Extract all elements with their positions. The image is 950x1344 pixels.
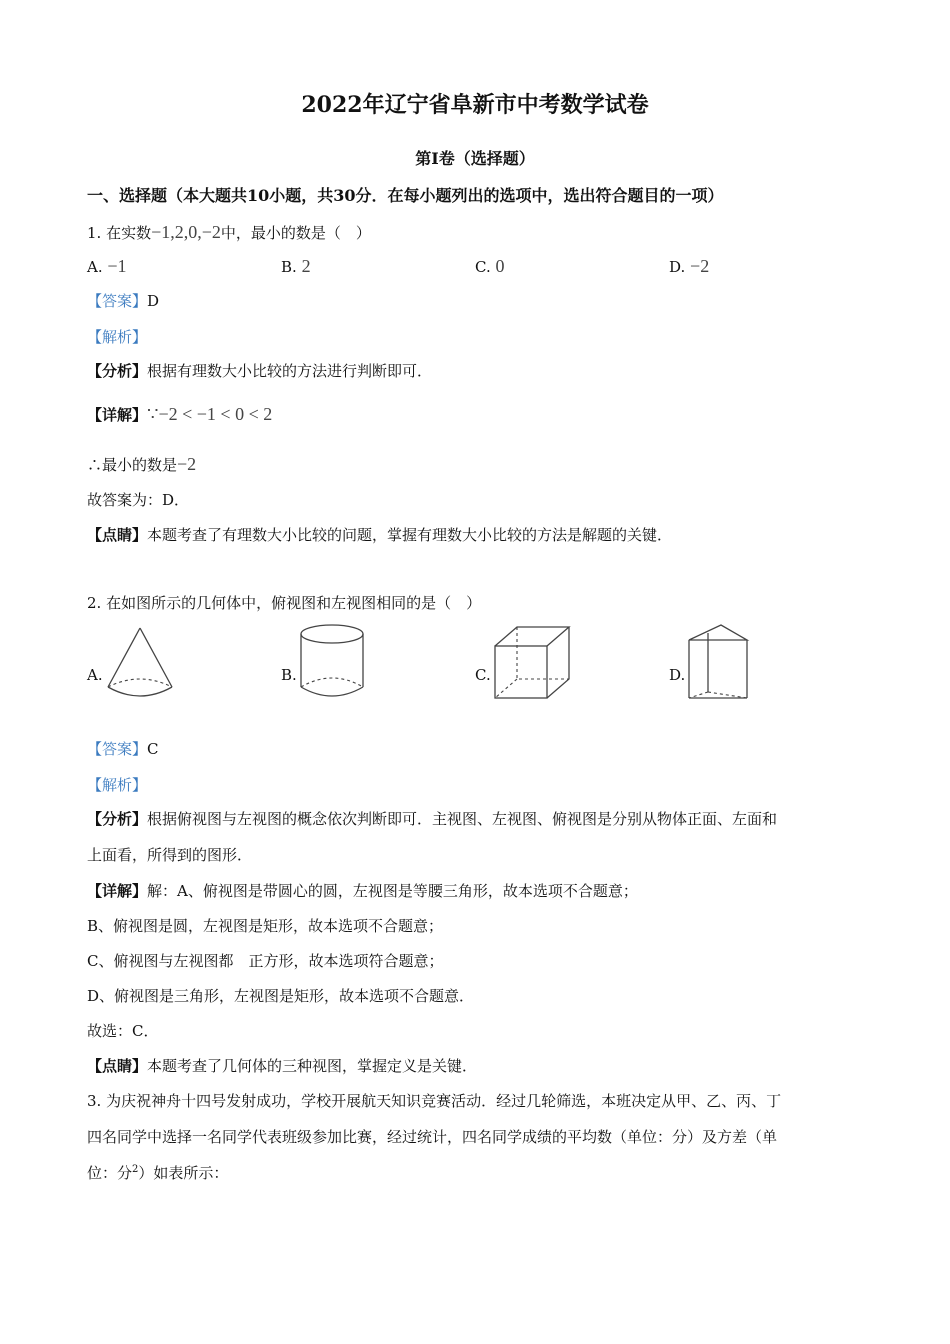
q1-option-b-value: 2 [301, 256, 311, 276]
q2-line-b: B、俯视图是圆，左视图是矩形，故本选项不合题意； [87, 917, 444, 935]
q1-stem-post: 中，最小的数是（ ） [220, 224, 371, 242]
q2-option-d-label: D. [669, 666, 686, 684]
question-3-line3: 位：分$^2$）如表所示： [87, 1164, 229, 1182]
q2-jiexi-tag: 【解析】 [87, 776, 148, 794]
triangular-prism-icon [686, 622, 752, 702]
q1-jiexi-tag: 【解析】 [87, 328, 148, 346]
q2-option-a-label: A. [87, 666, 103, 684]
answer-tag: 【答案】 [87, 292, 148, 310]
q2-dianjing: 【点睛】本题考查了几何体的三种视图，掌握定义是关键． [87, 1057, 478, 1075]
answer-value: D [147, 292, 160, 310]
q1-fenxi: 【分析】根据有理数大小比较的方法进行判断即可． [87, 362, 433, 380]
q1-xiangjie: 【详解】∵−2 < −1 < 0 < 2 [87, 404, 273, 424]
q1-option-a: A. −1 [87, 256, 127, 276]
q1-option-d-value: −2 [690, 256, 710, 276]
question-1-stem [87, 222, 371, 243]
cylinder-icon [298, 622, 368, 702]
q1-answer [87, 290, 159, 311]
q1-option-d: D. −2 [669, 256, 710, 276]
q2-fenxi-line2: 上面看，所得到的图形． [87, 846, 253, 864]
q2-option-b-label: B. [281, 666, 297, 684]
q1-therefore: ∴最小的数是−2 [87, 454, 197, 474]
q1-stem-pre: 1. 在实数 [87, 224, 152, 242]
q1-stem-math: −1,2,0,−2 [151, 222, 221, 242]
question-3-line1: 3. 为庆祝神舟十四号发射成功，学校开展航天知识竞赛活动．经过几轮筛选，本班决定从甲、乙、丙、丁 [87, 1092, 782, 1110]
document-title: 2022年辽宁省阜新市中考数学试卷 [301, 92, 649, 118]
question-3-line2: 四名同学中选择一名同学代表班级参加比赛，经过统计，四名同学成绩的平均数（单位：分）及方差（单 [87, 1128, 778, 1146]
section-heading: 一、选择题（本大题共10小题，共30分．在每小题列出的选项中，选出符合题目的一项） [87, 186, 724, 205]
q2-line-c: C、俯视图与左视图都 正方形，故本选项符合题意； [87, 952, 444, 970]
q1-inequality: ∵−2 < −1 < 0 < 2 [147, 404, 273, 424]
question-2-stem: 2. 在如图所示的几何体中，俯视图和左视图相同的是（ ） [87, 594, 482, 612]
q2-line-d: D、俯视图是三角形，左视图是矩形，故本选项不合题意． [87, 987, 475, 1005]
q1-conclusion: 故答案为：D． [87, 491, 190, 509]
cube-icon [492, 624, 572, 702]
cone-icon [105, 625, 175, 700]
q1-option-c-value: 0 [495, 256, 505, 276]
q2-fenxi-line1: 【分析】根据俯视图与左视图的概念依次判断即可．主视图、左视图、俯视图是分别从物体正面、左面和 [87, 810, 778, 828]
q1-option-a-value: −1 [107, 256, 127, 276]
q2-xiangjie: 【详解】解：A、俯视图是带圆心的圆，左视图是等腰三角形，故本选项不合题意； [87, 882, 638, 900]
q2-conclusion: 故选：C． [87, 1022, 159, 1040]
q2-answer: 【答案】C [87, 740, 159, 758]
q1-option-c: C. 0 [475, 256, 505, 276]
volume-title: 第I卷（选择题） [415, 149, 535, 168]
q1-dianjing: 【点睛】本题考查了有理数大小比较的问题，掌握有理数大小比较的方法是解题的关键． [87, 526, 673, 544]
q1-option-b: B. 2 [281, 256, 311, 276]
q2-option-c-label: C. [475, 666, 491, 684]
